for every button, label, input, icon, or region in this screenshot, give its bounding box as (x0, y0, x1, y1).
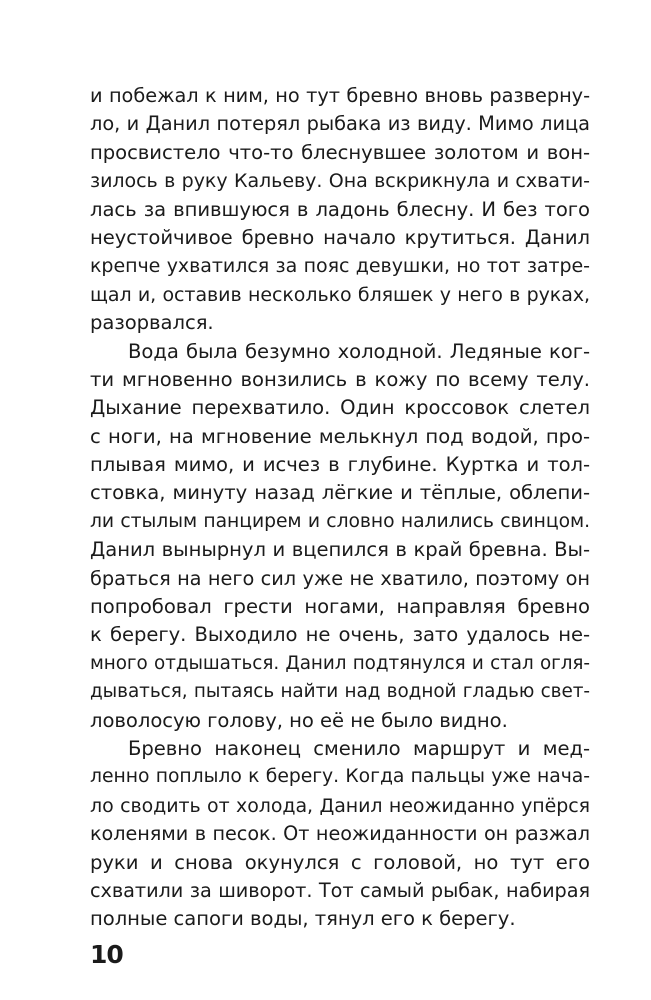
text-line: крепче ухватился за пояс девушки, но тот затре- (90, 255, 590, 278)
text-line: просвистело что-то блеснувшее золотом и вон- (90, 140, 590, 164)
text-line: ло сводить от холода, Данил неожиданно упёрся (90, 794, 590, 817)
text-line: Бревно наконец сменило маршрут и мед- (128, 736, 590, 760)
text-line: лась за впившуюся в ладонь блесну. И без того (90, 197, 590, 221)
text-line: с ноги, на мгновение мелькнул под водой, про- (90, 424, 590, 448)
text-line: ловолосую голову, но её не было видно. (90, 708, 508, 732)
body-text (90, 82, 590, 934)
text-line: ти мгновенно вонзились в кожу по всему телу. (90, 367, 590, 391)
text-line: ло, и Данил потерял рыбака из виду. Мимо лица (90, 112, 590, 136)
text-line: попробовал грести ногами, направляя бревно (90, 595, 590, 619)
text-line: и побежал к ним, но тут бревно вновь разверну- (90, 84, 590, 107)
text-line: к берегу. Выходило не очень, зато удалось не- (90, 623, 590, 647)
text-line: Дыхание перехватило. Один кроссовок слетел (90, 396, 590, 420)
text-line: много отдышаться. Данил подтянулся и стал огля- (90, 652, 590, 674)
text-line: стовка, минуту назад лёгкие и тёплые, облепи- (90, 481, 590, 505)
text-line: неустойчивое бревно начало крутиться. Данил (90, 225, 590, 249)
text-line: щал и, оставив несколько бляшек у него в руках, (90, 283, 590, 306)
text-line: ленно поплыло к берегу. Когда пальцы уже нача- (90, 766, 590, 788)
text-line: руки и снова окунулся с головой, но тут его (90, 850, 590, 874)
text-line: зилось в руку Кальеву. Она вскрикнула и схвати- (90, 170, 590, 193)
page-number: 10 (90, 940, 123, 969)
text-line: схватили за шиворот. Тот самый рыбак, набирая (90, 878, 590, 902)
text-line: дываться, пытаясь найти над водной гладью свет- (90, 681, 590, 703)
text-line: разорвался. (90, 311, 214, 335)
text-line: Данил вынырнул и вцепился в край бревна. Вы- (90, 538, 590, 562)
text-line: ли стылым панцирем и словно налились свинцом. (90, 510, 590, 532)
text-line: плывая мимо, и исчез в глубине. Куртка и тол- (90, 453, 590, 477)
text-line: Вода была безумно холодной. Ледяные ког- (128, 339, 590, 363)
text-line: полные сапоги воды, тянул его к берегу. (90, 907, 516, 931)
text-line: браться на него сил уже не хватило, поэтому он (90, 566, 590, 590)
text-line: коленями в песок. От неожиданности он разжал (90, 822, 590, 846)
